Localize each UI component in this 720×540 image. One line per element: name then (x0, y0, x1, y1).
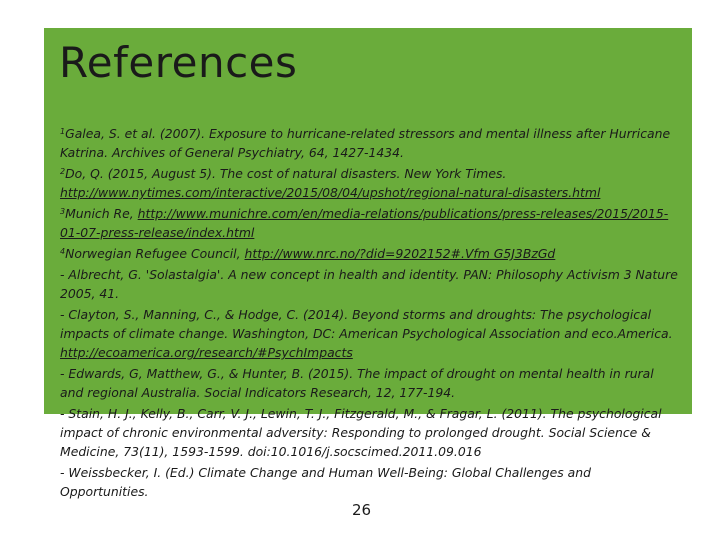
references-list (60, 124, 680, 503)
reference-text: Munich Re, (65, 206, 138, 221)
reference-item-4 (60, 244, 680, 263)
reference-text: - Stain, H. J., Kelly, B., Carr, V. J., Lewin, T. J., Fitzgerald, M., & Fragar, L. (2011). The psychological impact of chronic environmental adversity: Responding to prolonged drought. Social Science & Medicine, 73(11), 1593-1599. doi:10.1016/j.socscimed.2011.09.016 (60, 406, 662, 459)
reference-number: 2 (60, 167, 66, 176)
reference-text: Galea, S. et al. (2007). Exposure to hurricane-related stressors and mental illness after Hurricane Katrina. Archives of General Psychiatry, 64, 1427-1434. (60, 126, 671, 160)
reference-link[interactable]: http://www.munichre.com/en/media-relations/publications/press-releases/2015/2015-01-07-press-release/index.html (60, 206, 669, 240)
reference-text: - Edwards, G, Matthew, G., & Hunter, B. (2015). The impact of drought on mental health in rural and regional Australia. Social Indicators Research, 12, 177-194. (60, 366, 654, 400)
reference-text: - Albrecht, G. 'Solastalgia'. A new concept in health and identity. PAN: Philosophy Activism 3 Nature 2005, 41. (60, 267, 678, 301)
reference-item-stain (60, 404, 680, 461)
reference-text: Norwegian Refugee Council, (65, 246, 245, 261)
reference-item-2 (60, 164, 680, 202)
slide-title: References (59, 38, 298, 87)
reference-item-1 (60, 124, 680, 162)
reference-number: 4 (60, 247, 66, 256)
reference-text: Do, Q. (2015, August 5). The cost of natural disasters. New York Times. (65, 166, 507, 181)
reference-number: 1 (60, 127, 66, 136)
reference-item-edwards (60, 364, 680, 402)
reference-item-3 (60, 204, 680, 242)
reference-text: - Clayton, S., Manning, C., & Hodge, C. (2014). Beyond storms and droughts: The psychological impacts of climate change. Washington, DC: American Psychological Association and eco.America. (60, 307, 673, 341)
reference-item-weissbecker (60, 463, 680, 501)
reference-link[interactable]: http://www.nrc.no/?did=9202152#.Vfm G5J3BzGd (244, 246, 556, 261)
reference-link[interactable]: http://www.nytimes.com/interactive/2015/08/04/upshot/regional-natural-disasters.html (60, 185, 601, 200)
reference-link[interactable]: http://ecoamerica.org/research/#PsychImpacts (60, 345, 353, 360)
reference-number: 3 (60, 207, 66, 216)
reference-item-clayton (60, 305, 680, 362)
reference-item-albrecht (60, 265, 680, 303)
page-number: 26 (352, 501, 372, 519)
reference-text: - Weissbecker, I. (Ed.) Climate Change and Human Well-Being: Global Challenges and Opportunities. (60, 465, 591, 499)
